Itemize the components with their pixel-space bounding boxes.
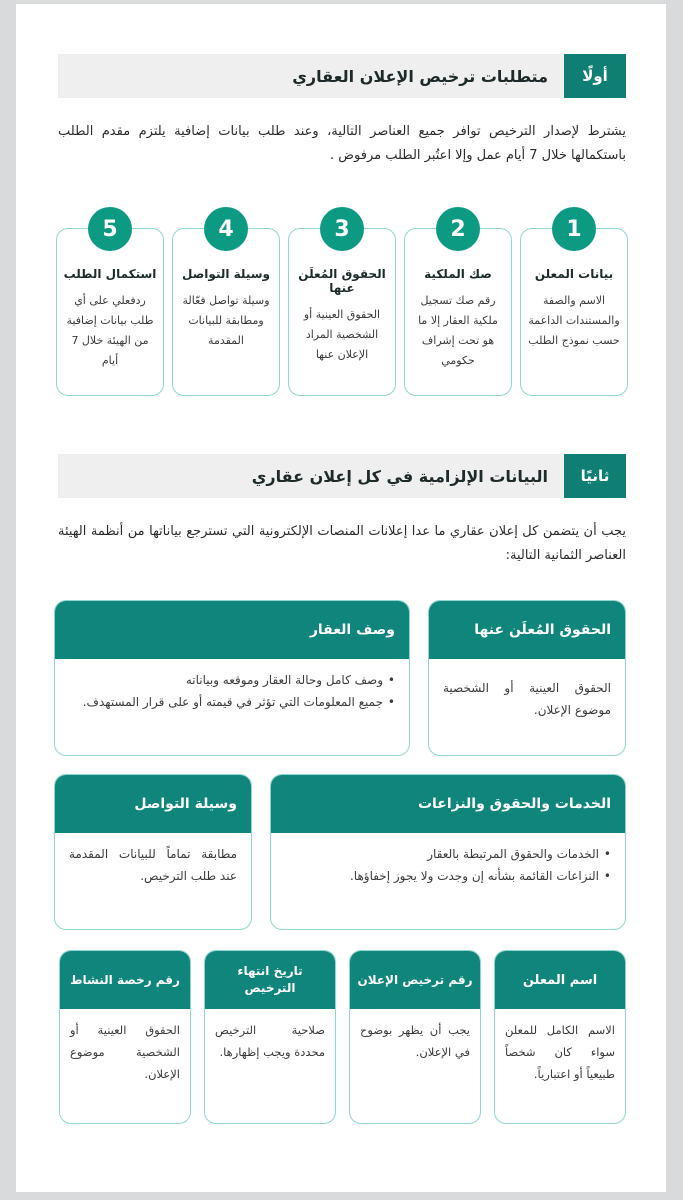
card-text: الحقوق العينية أو الشخصية موضوع الإعلان. xyxy=(70,1023,180,1081)
section-intro: يشترط لإصدار الترخيص توافر جميع العناصر التالية، وعند طلب بيانات إضافية يلتزم مقدم الطلب باستكمالها خلال 7 أيام عمل وإلا اعتُبر الطلب مرفوض . xyxy=(58,124,626,163)
section-header-mandatory-data xyxy=(58,454,626,498)
card-title: الخدمات والحقوق والنزاعات xyxy=(271,775,625,833)
card-text: يجب أن يظهر بوضوح في الإعلان. xyxy=(360,1023,470,1059)
step-text: رقم صك تسجيل ملكية العقار إلا ما هو تحت إشراف حكومي xyxy=(418,294,498,367)
card-ad-license-number xyxy=(349,950,481,1124)
card-title: وسيلة التواصل xyxy=(55,775,251,833)
step-card xyxy=(172,216,280,396)
step-card xyxy=(404,216,512,396)
step-number: 1 xyxy=(552,207,596,251)
card-title: تاريخ انتهاء الترخيص xyxy=(205,951,335,1009)
card-advertiser-name xyxy=(494,950,626,1124)
step-text: وسيلة تواصل فعّالة ومطابقة للبيانات المقدمة xyxy=(182,294,270,347)
step-number: 5 xyxy=(88,207,132,251)
step-title: وسيلة التواصل xyxy=(182,267,270,281)
section-intro: يجب أن يتضمن كل إعلان عقاري ما عدا إعلانات المنصات الإلكترونية التي تسترجع بياناتها من أنظمة الهيئة العناصر الثمانية التالية: xyxy=(58,524,626,563)
step-number: 2 xyxy=(436,207,480,251)
section-badge: ثانيًا xyxy=(564,454,626,498)
section-title: متطلبات ترخيص الإعلان العقاري xyxy=(292,66,548,86)
list-item: • جميع المعلومات التي تؤثر في قيمته أو على قرار المستهدف. xyxy=(69,691,395,713)
list-item: • وصف كامل وحالة العقار وموقعه وبياناته xyxy=(69,669,395,691)
list-item: • النزاعات القائمة بشأنه إن وجدت ولا يجوز إخفاؤها. xyxy=(285,865,611,887)
step-title: بيانات المعلن xyxy=(534,267,614,281)
card-activity-license-number xyxy=(59,950,191,1124)
card-text xyxy=(55,659,409,723)
document-page xyxy=(16,4,666,1192)
step-number: 3 xyxy=(320,207,364,251)
card-text: الحقوق العينية أو الشخصية موضوع الإعلان. xyxy=(443,681,611,717)
step-title: صك الملكية xyxy=(424,267,492,281)
card-title: اسم المعلن xyxy=(495,951,625,1009)
step-title: استكمال الطلب xyxy=(63,267,157,281)
card-text: مطابقة تماماً للبيانات المقدمة عند طلب الترخيص. xyxy=(69,847,237,883)
step-text: ردفعلي على أي طلب بيانات إضافية من الهيئة خلال 7 أيام xyxy=(66,294,154,367)
step-text: الاسم والصفة والمستندات الداعمة حسب نموذج الطلب xyxy=(528,294,620,347)
section-header-requirements xyxy=(58,54,626,98)
step-card xyxy=(520,216,628,396)
card-license-expiry xyxy=(204,950,336,1124)
step-card xyxy=(288,216,396,396)
section-badge: أولًا xyxy=(564,54,626,98)
card-contact xyxy=(54,774,252,930)
card-property-description xyxy=(54,600,410,756)
requirements-steps xyxy=(56,206,628,406)
card-services-rights-disputes xyxy=(270,774,626,930)
card-text: صلاحية الترخيص محددة ويجب إظهارها. xyxy=(215,1023,325,1059)
list-item: • الخدمات والحقوق المرتبطة بالعقار xyxy=(285,843,611,865)
card-title: رقم ترخيص الإعلان xyxy=(350,951,480,1009)
card-text xyxy=(271,833,625,897)
card-rights xyxy=(428,600,626,756)
step-text: الحقوق العينية أو الشخصية المراد الإعلان عنها xyxy=(303,308,381,361)
step-card xyxy=(56,216,164,396)
section-title: البيانات الإلزامية في كل إعلان عقاري xyxy=(251,466,548,486)
step-title: الحقوق المُعلَن عنها xyxy=(298,267,386,295)
card-title: وصف العقار xyxy=(55,601,409,659)
card-text: الاسم الكامل للمعلن سواء كان شخصاً طبيعياً أو اعتبارياً. xyxy=(505,1023,615,1081)
step-number: 4 xyxy=(204,207,248,251)
card-title: رقم رخصة النشاط xyxy=(60,951,190,1009)
card-title: الحقوق المُعلَن عنها xyxy=(429,601,625,659)
